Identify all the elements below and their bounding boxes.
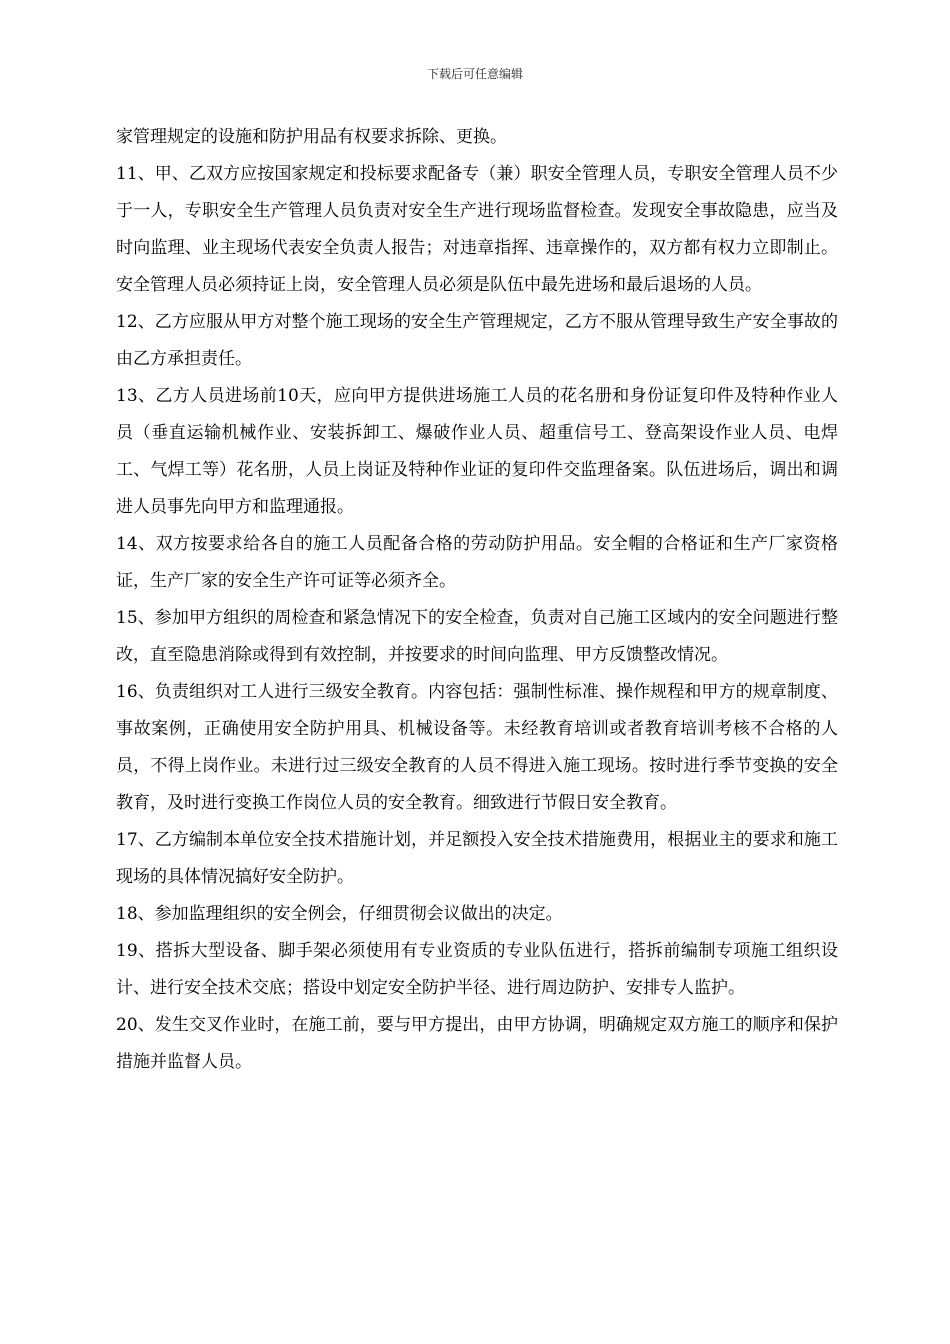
clause-17: 17、乙方编制本单位安全技术措施计划，并足额投入安全技术措施费用，根据业主的要求和施工现场的具体情况搞好安全防护。 xyxy=(116,830,838,887)
clause-13: 13、乙方人员进场前10天，应向甲方提供进场施工人员的花名册和身份证复印件及特种作业人员（垂直运输机械作业、安装拆卸工、爆破作业人员、超重信号工、登高架设作业人员、电焊工、气焊工等）花名册，人员上岗证及特种作业证的复印件交监理备案。队伍进场后，调出和调进人员事先向甲方和监理通报。 xyxy=(116,386,838,517)
page-header: 下载后可任意编辑 xyxy=(426,67,523,81)
clause-18: 18、参加监理组织的安全例会，仔细贯彻会议做出的决定。 xyxy=(116,904,563,924)
clause-14: 14、双方按要求给各自的施工人员配备合格的劳动防护用品。安全帽的合格证和生产厂家资格证，生产厂家的安全生产许可证等必须齐全。 xyxy=(116,534,838,591)
clause-16: 16、负责组织对工人进行三级安全教育。内容包括：强制性标准、操作规程和甲方的规章制度、事故案例，正确使用安全防护用具、机械设备等。未经教育培训或者教育培训考核不合格的人员，不得上岗作业。未进行过三级安全教育的人员不得进入施工现场。按时进行季节变换的安全教育，及时进行变换工作岗位人员的安全教育。细致进行节假日安全教育。 xyxy=(116,682,838,813)
clause-20: 20、发生交叉作业时，在施工前，要与甲方提出，由甲方协调，明确规定双方施工的顺序和保护措施并监督人员。 xyxy=(116,1015,838,1072)
paragraph-continuation: 家管理规定的设施和防护用品有权要求拆除、更换。 xyxy=(116,127,507,147)
clause-15: 15、参加甲方组织的周检查和紧急情况下的安全检查，负责对自己施工区域内的安全问题进行整改，直至隐患消除或得到有效控制，并按要求的时间向监理、甲方反馈整改情况。 xyxy=(116,608,838,665)
clause-11: 11、甲、乙双方应按国家规定和投标要求配备专（兼）职安全管理人员，专职安全管理人员不少于一人，专职安全生产管理人员负责对安全生产进行现场监督检查。发现安全事故隐患，应当及时向监理、业主现场代表安全负责人报告；对违章指挥、违章操作的，双方都有权力立即制止。安全管理人员必须持证上岗，安全管理人员必须是队伍中最先进场和最后退场的人员。 xyxy=(116,164,838,295)
document-body xyxy=(116,119,838,1081)
clause-19: 19、搭拆大型设备、脚手架必须使用有专业资质的专业队伍进行，搭拆前编制专项施工组织设计、进行安全技术交底；搭设中划定安全防护半径、进行周边防护、安排专人监护。 xyxy=(116,941,838,998)
clause-12: 12、乙方应服从甲方对整个施工现场的安全生产管理规定，乙方不服从管理导致生产安全事故的由乙方承担责任。 xyxy=(116,312,838,369)
